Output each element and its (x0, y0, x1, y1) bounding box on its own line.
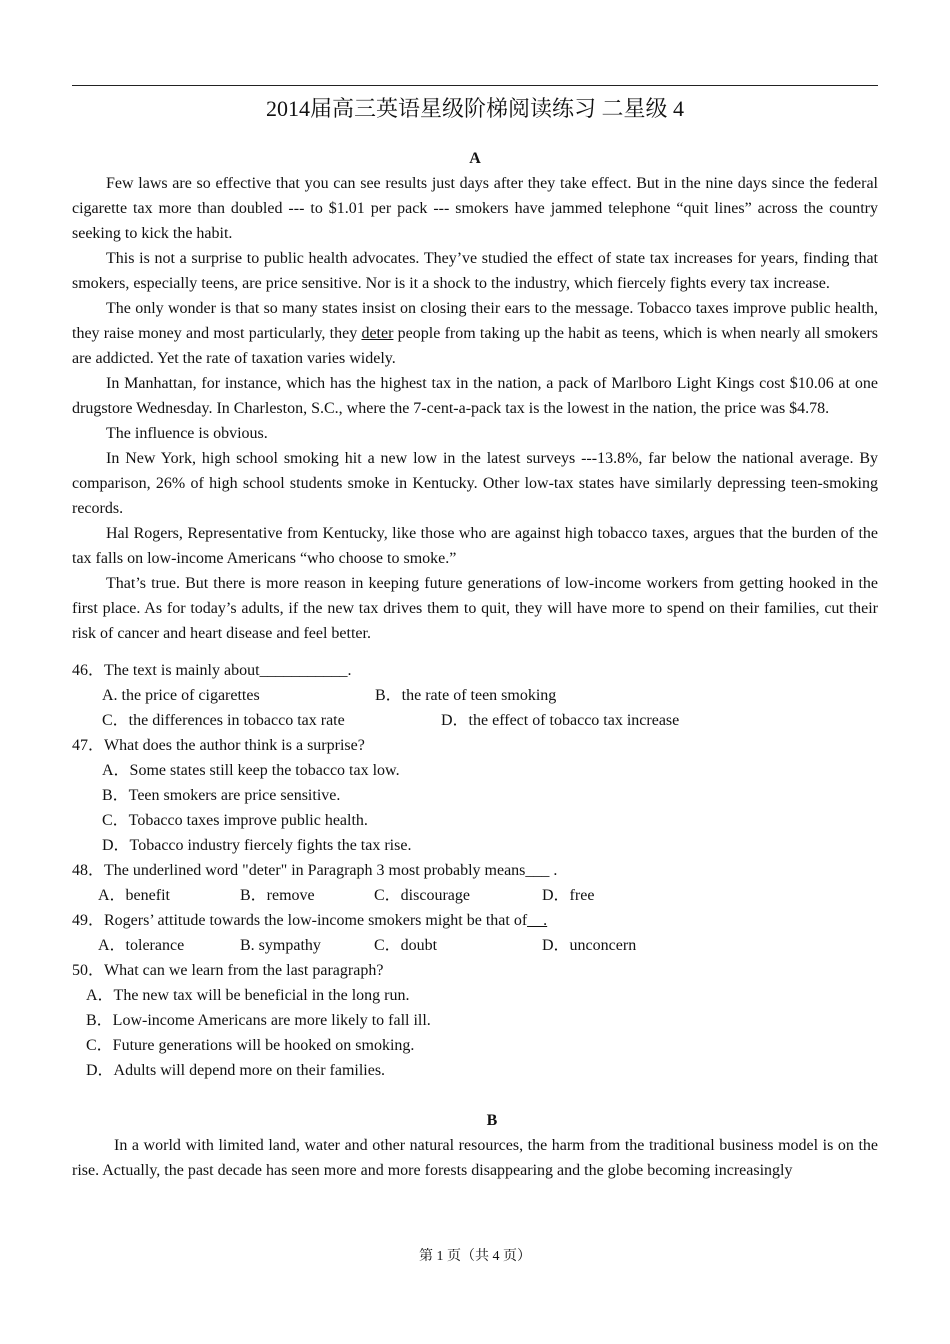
question-46-option-b: B．the rate of teen smoking (375, 687, 557, 704)
document-body (72, 146, 878, 1183)
question-48-option-d: D．free (542, 887, 595, 904)
question-49-option-a: A．tolerance (98, 937, 185, 954)
question-46-option-d: D．the effect of tobacco tax increase (441, 712, 680, 729)
passage-a-paragraph-6: In New York, high school smoking hit a new low in the latest surveys ---13.8%, far below the national average. By comparison, 26% of high school students smoke in Kentucky. Other low-tax states have similarly depressing teen-smoking records. (72, 450, 878, 517)
question-46-options-row-2 (72, 708, 878, 733)
passage-a-paragraph-4: In Manhattan, for instance, which has the highest tax in the nation, a pack of Marlboro Light Kings cost $10.06 at one drugstore Wednesday. In Charleston, S.C., where the 7-cent-a-pack tax is the lowest in the nation, the price was $4.78. (72, 375, 878, 417)
question-48-options (72, 883, 878, 908)
header-rule (72, 85, 878, 86)
question-50-option-c: C．Future generations will be hooked on smoking. (86, 1037, 415, 1054)
underlined-word-deter: deter (361, 325, 394, 342)
question-49-options (72, 933, 878, 958)
question-49-stem-text: 49．Rogers’ attitude towards the low-income smokers might be that of (72, 912, 528, 929)
passage-a-paragraph-1: Few laws are so effective that you can see results just days after they take effect. But in the nine days since the federal cigarette tax more than doubled --- to $1.01 per pack --- smokers have jammed telephone “quit lines” across the country seeking to kick the habit. (72, 175, 878, 242)
question-47-option-c: C．Tobacco taxes improve public health. (102, 812, 368, 829)
question-48-option-c: C．discourage (374, 887, 470, 904)
question-48-option-a: A．benefit (98, 887, 170, 904)
question-50-option-b: B．Low-income Americans are more likely to fall ill. (86, 1012, 431, 1029)
question-50-option-d: D．Adults will depend more on their families. (86, 1062, 386, 1079)
page-title: 2014届高三英语星级阶梯阅读练习 二星级 4 (265, 96, 684, 121)
question-50-option-a: A．The new tax will be beneficial in the long run. (86, 987, 410, 1004)
section-a-label: A (469, 150, 481, 167)
question-47-option-d: D．Tobacco industry fiercely fights the tax rise. (102, 837, 412, 854)
question-49-option-d: D．unconcern (542, 937, 637, 954)
question-49-blank: __. (527, 912, 548, 929)
question-48-stem: 48．The underlined word "deter" in Paragraph 3 most probably means___ . (72, 862, 558, 879)
passage-a-paragraph-3 (72, 296, 878, 371)
passage-b-paragraph-1: In a world with limited land, water and other natural resources, the harm from the traditional business model is on the rise. Actually, the past decade has seen more and more forests disappearing and the globe becoming increasingly (72, 1137, 878, 1179)
question-47-option-a: A．Some states still keep the tobacco tax low. (102, 762, 400, 779)
paragraph-3-text-after: people from taking up the habit as teens, which is when nearly all smokers are addicted. Yet the rate of taxation varies widely. (72, 325, 879, 367)
question-47-option-b: B．Teen smokers are price sensitive. (102, 787, 341, 804)
question-50-stem: 50．What can we learn from the last paragraph? (72, 962, 384, 979)
section-spacer (72, 1083, 878, 1108)
passage-a-paragraph-5: The influence is obvious. (106, 425, 268, 442)
passage-a-paragraph-2: This is not a surprise to public health advocates. They’ve studied the effect of state tax increases for years, finding that smokers, especially teens, are price sensitive. Nor is it a shock to the industry, which fiercely fights every tax increase. (72, 250, 878, 292)
question-49-stem (72, 908, 878, 933)
question-46-option-c: C．the differences in tobacco tax rate (102, 712, 345, 729)
question-47-stem: 47．What does the author think is a surprise? (72, 737, 365, 754)
question-46-option-a: A. the price of cigarettes (102, 687, 260, 704)
question-49-option-c: C．doubt (374, 937, 438, 954)
passage-a-paragraph-8: That’s true. But there is more reason in keeping future generations of low-income workers from getting hooked in the first place. As for today’s adults, if the new tax drives them to quit, they will have more to spend on their families, cut their risk of cancer and heart disease and feel better. (72, 575, 878, 642)
section-b-label: B (486, 1112, 498, 1129)
question-list (72, 658, 878, 1083)
paragraph-3-text-before: The only wonder is that so many states insist on closing their ears to the message. Tobacco taxes improve public health, they raise money and most particularly, they (72, 300, 878, 342)
page-footer: 第 1 页（共 4 页） (419, 1249, 531, 1264)
question-46-options-row-1 (72, 683, 878, 708)
passage-a-paragraph-7: Hal Rogers, Representative from Kentucky, like those who are against high tobacco taxes, argues that the burden of the tax falls on low-income Americans “who choose to smoke.” (72, 525, 878, 567)
question-46-stem: 46．The text is mainly about___________. (72, 662, 352, 679)
question-48-option-b: B．remove (240, 887, 315, 904)
question-49-option-b: B. sympathy (240, 937, 321, 954)
